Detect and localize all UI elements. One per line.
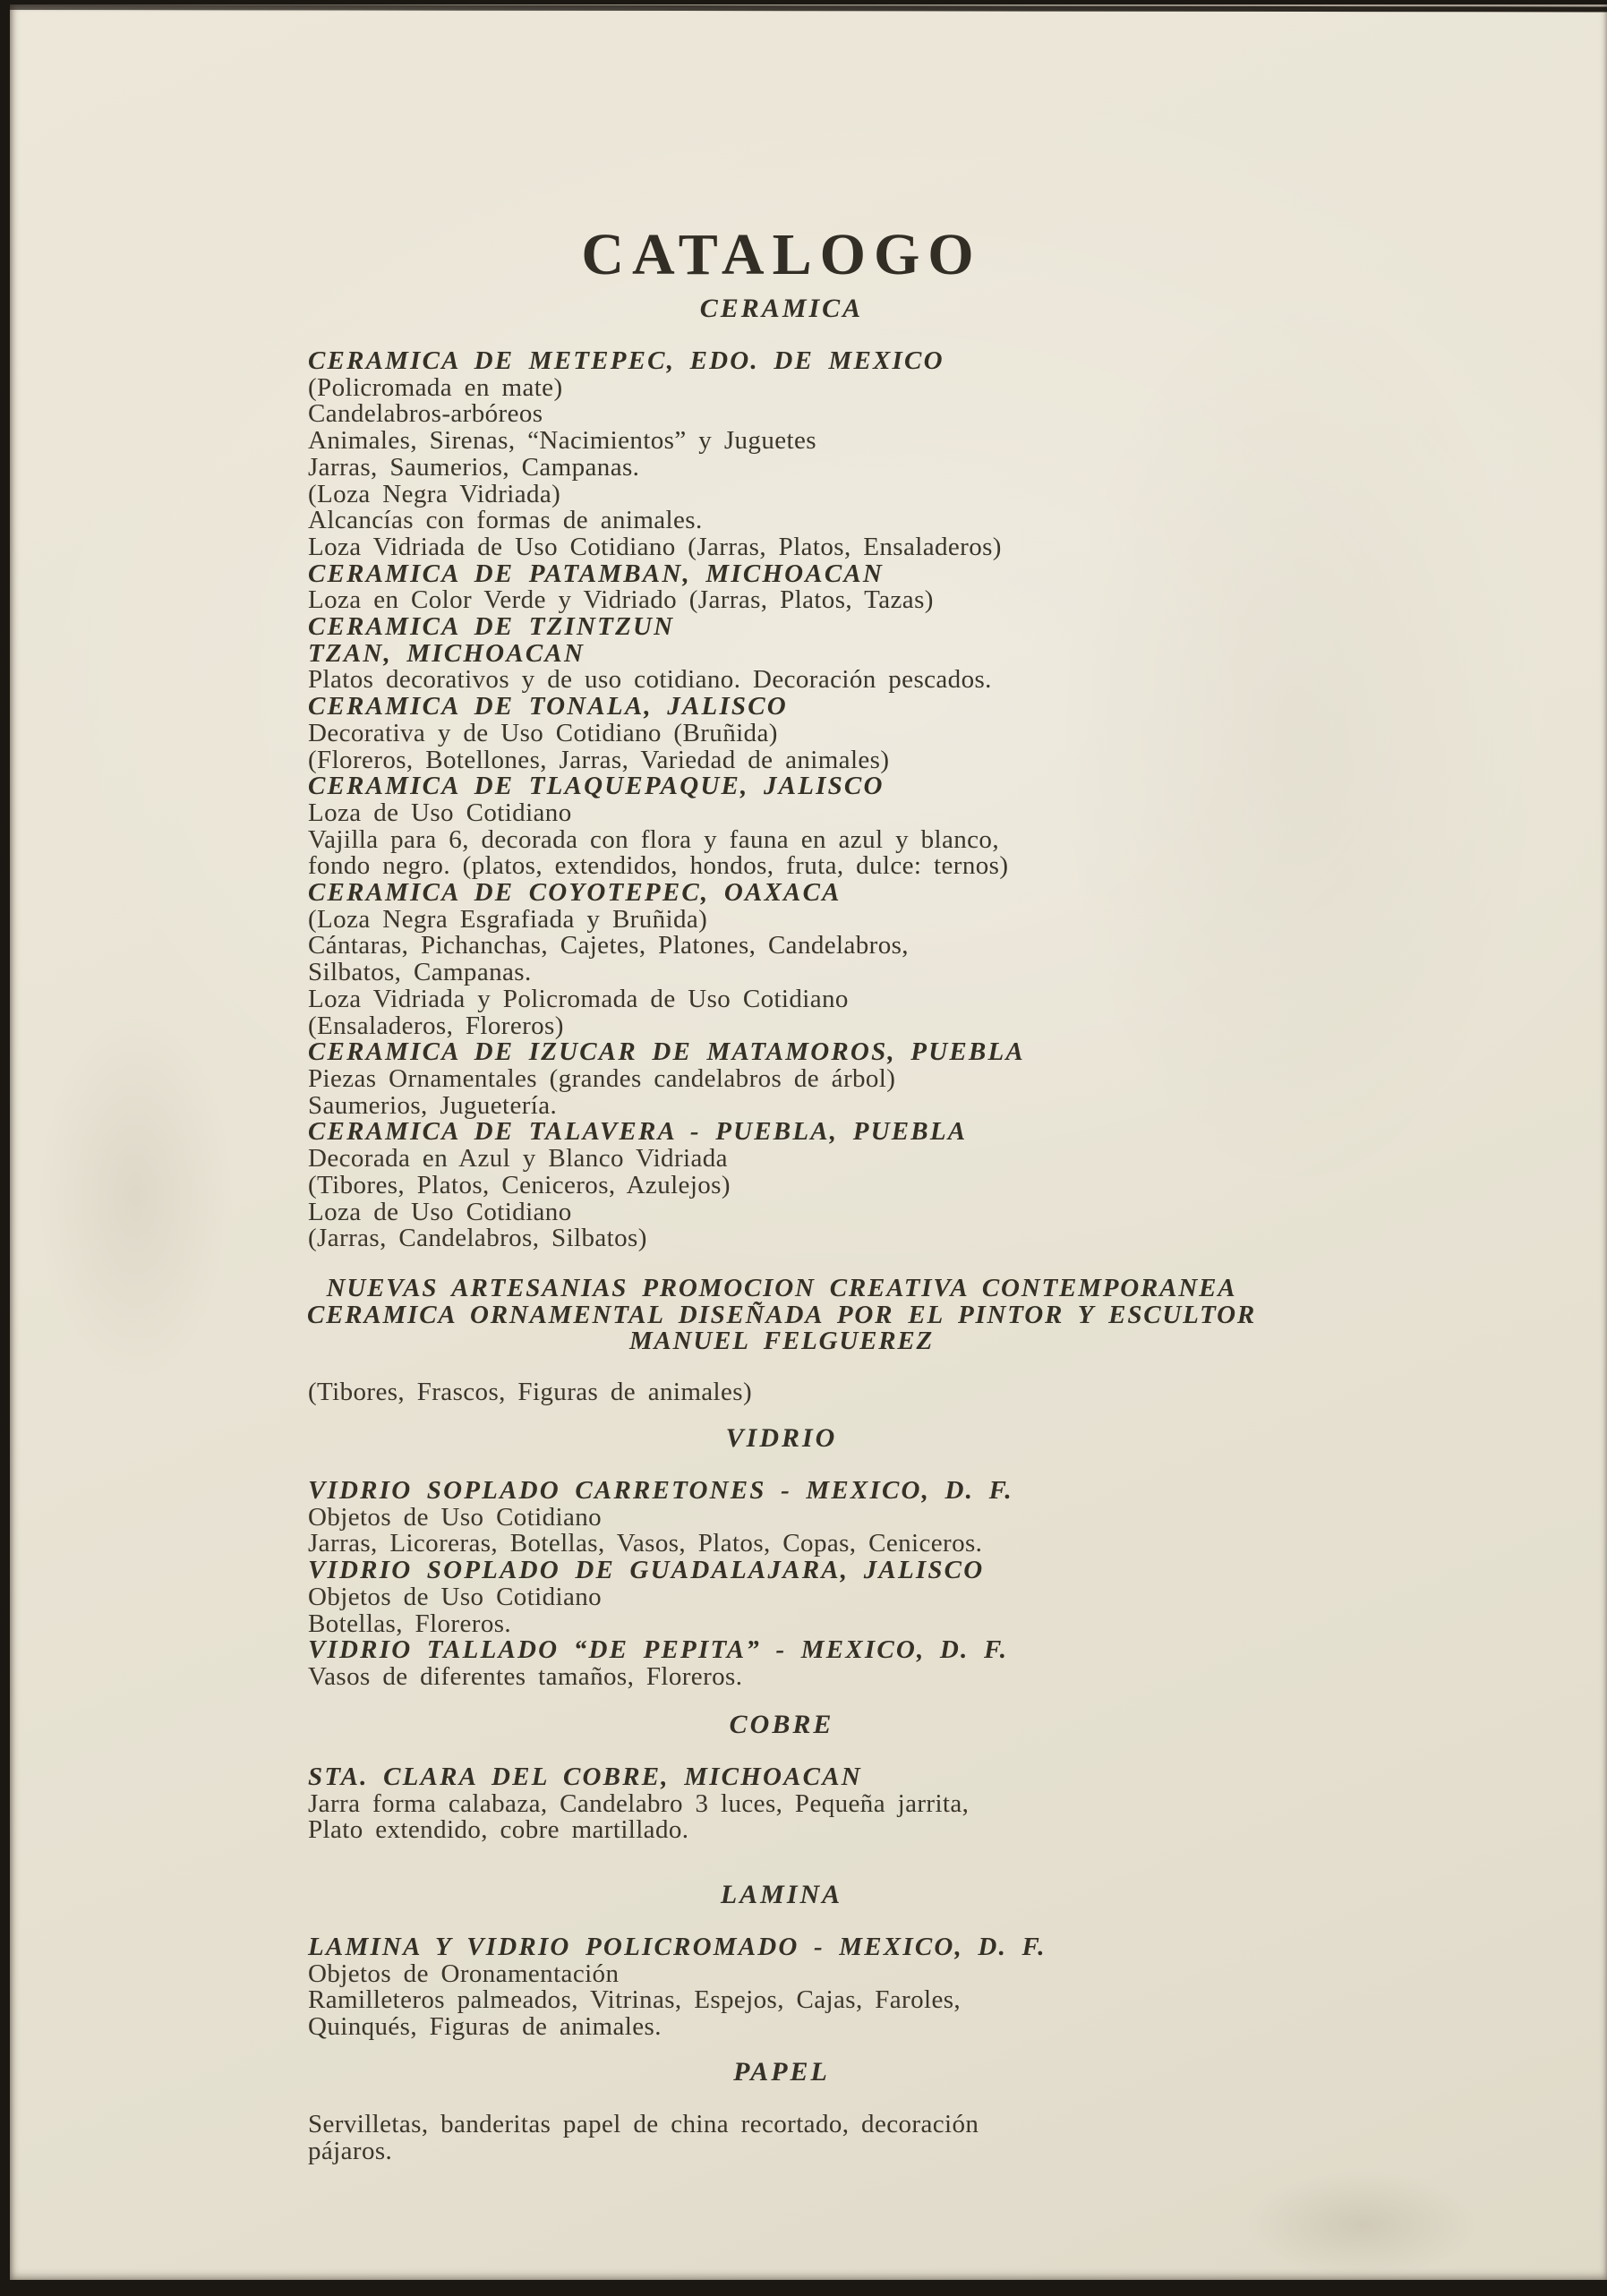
catalog-subheading-line: CERAMICA DE TLAQUEPAQUE, JALISCO [308,772,885,801]
catalog-item-line: (Ensaladeros, Floreros) [308,1011,564,1040]
catalog-item-line: Vasos de diferentes tamaños, Floreros. [308,1661,743,1691]
catalog-subheading-line: TZAN, MICHOACAN [308,638,586,668]
catalog-item-line: fondo negro. (platos, extendidos, hondos, fruta, dulce: ternos) [308,851,1009,881]
catalog-item-line: Objetos de Oronamentación [308,1959,620,1988]
catalog-subheading-line: CERAMICA DE METEPEC, EDO. DE MEXICO [308,346,945,375]
catalog-item-line: Botellas, Floreros. [308,1609,512,1638]
centered-announcement-line: MANUEL FELGUEREZ [628,1327,935,1356]
catalog-item-line: Decorativa y de Uso Cotidiano (Bruñida) [308,718,778,747]
catalog-item-line: Loza en Color Verde y Vidriado (Jarras, Platos, Tazas) [308,585,934,615]
catalog-item-line: Piezas Ornamentales (grandes candelabros de árbol) [308,1063,896,1093]
catalog-item-line: Objetos de Uso Cotidiano [308,1582,603,1611]
catalog-item-line: Saumerios, Juguetería. [308,1090,558,1120]
catalog-subheading-line: VIDRIO TALLADO “DE PEPITA” - MEXICO, D. F. [308,1635,1009,1665]
section-heading-cobre: COBRE [729,1710,834,1739]
catalog-item-line: Servilletas, banderitas papel de china recortado, decoración [308,2110,979,2138]
section-nuevas [10,1276,1553,1406]
catalog-subheading-line: CERAMICA DE PATAMBAN, MICHOACAN [308,559,885,588]
catalog-item-line: Loza de Uso Cotidiano [308,1197,572,1226]
section-papel [10,2056,1553,2164]
section-heading-vidrio: VIDRIO [725,1423,838,1453]
catalog-subheading-line: CERAMICA DE IZUCAR DE MATAMOROS, PUEBLA [308,1037,1025,1067]
catalog-item-line: Quinqués, Figuras de animales. [308,2012,662,2042]
catalog-item-line: Jarra forma calabaza, Candelabro 3 luces, Pequeña jarrita, [308,1788,970,1818]
catalog-subheading-line: VIDRIO SOPLADO CARRETONES - MEXICO, D. F. [308,1476,1013,1505]
catalog-subheading-line: CERAMICA DE COYOTEPEC, OAXACA [308,878,842,908]
catalog-item-line: (Loza Negra Esgrafiada y Bruñida) [308,904,708,934]
section-vidrio [10,1422,1553,1691]
catalog-item-line: (Jarras, Candelabros, Silbatos) [308,1224,647,1253]
section-cobre [10,1709,1553,1844]
catalog-item-line: Loza de Uso Cotidiano [308,798,572,827]
catalog-page-paper [10,4,1607,2280]
catalog-item-line: Jarras, Licoreras, Botellas, Vasos, Platos, Copas, Ceniceros. [308,1529,983,1558]
catalog-item-line: Decorada en Azul y Blanco Vidriada [308,1144,728,1174]
catalog-subheading-line: CERAMICA DE TALAVERA - PUEBLA, PUEBLA [308,1117,968,1147]
catalog-item-line: Vajilla para 6, decorada con flora y fauna en azul y blanco, [308,824,999,854]
catalog-item-line: (Floreros, Botellones, Jarras, Variedad de animales) [308,745,890,774]
section-heading-lamina: LAMINA [720,1880,843,1909]
page-title: CATALOGO [581,222,982,288]
catalog-item-line: Cántaras, Pichanchas, Cajetes, Platones, Candelabros, [308,931,909,960]
section-heading-papel: PAPEL [733,2057,830,2087]
catalog-item-line: Jarras, Saumerios, Campanas. [308,452,640,482]
catalog-item-line: Silbatos, Campanas. [308,958,532,987]
catalog-subheading-line: CERAMICA DE TONALA, JALISCO [308,692,788,721]
catalog-item-line: Loza Vidriada y Policromada de Uso Cotidiano [308,984,849,1013]
catalog-subheading-line: LAMINA Y VIDRIO POLICROMADO - MEXICO, D. F. [308,1933,1047,1961]
centered-announcement-line: NUEVAS ARTESANIAS PROMOCION CREATIVA CONTEMPORANEA [326,1274,1237,1302]
section-heading-ceramica: CERAMICA [699,294,864,323]
catalog-item-line: (Tibores, Frascos, Figuras de animales) [308,1378,753,1407]
catalog-item-line: Objetos de Uso Cotidiano [308,1502,603,1532]
catalog-subheading-line: VIDRIO SOPLADO DE GUADALAJARA, JALISCO [308,1556,985,1585]
catalog-item-line: Ramilleteros palmeados, Vitrinas, Espejos, Cajas, Faroles, [308,1985,962,2015]
catalog-item-line: Platos decorativos y de uso cotidiano. Decoración pescados. [308,665,992,695]
catalog-subheading-line: CERAMICA DE TZINTZUN [308,612,675,642]
catalog-subheading-line: STA. CLARA DEL COBRE, MICHOACAN [308,1763,862,1791]
catalog-item-line: Candelabros-arbóreos [308,399,543,429]
catalog-item-line: Plato extendido, cobre martillado. [308,1815,689,1845]
catalog-item-line: (Tibores, Platos, Ceniceros, Azulejos) [308,1170,731,1199]
catalog-item-line: Alcancías con formas de animales. [308,506,703,535]
section-ceramica [10,293,1553,1252]
catalog-content [10,4,1553,2296]
centered-announcement-line: CERAMICA ORNAMENTAL DISEÑADA POR EL PINTOR Y ESCULTOR [306,1300,1257,1329]
catalog-item-line: pájaros. [308,2136,393,2165]
catalog-item-line: (Loza Negra Vidriada) [308,479,561,508]
catalog-item-line: (Policromada en mate) [308,372,563,402]
catalog-item-line: Animales, Sirenas, “Nacimientos” y Juguetes [308,426,816,456]
catalog-item-line: Loza Vidriada de Uso Cotidiano (Jarras, Platos, Ensaladeros) [308,532,1002,561]
section-lamina [10,1879,1553,2041]
